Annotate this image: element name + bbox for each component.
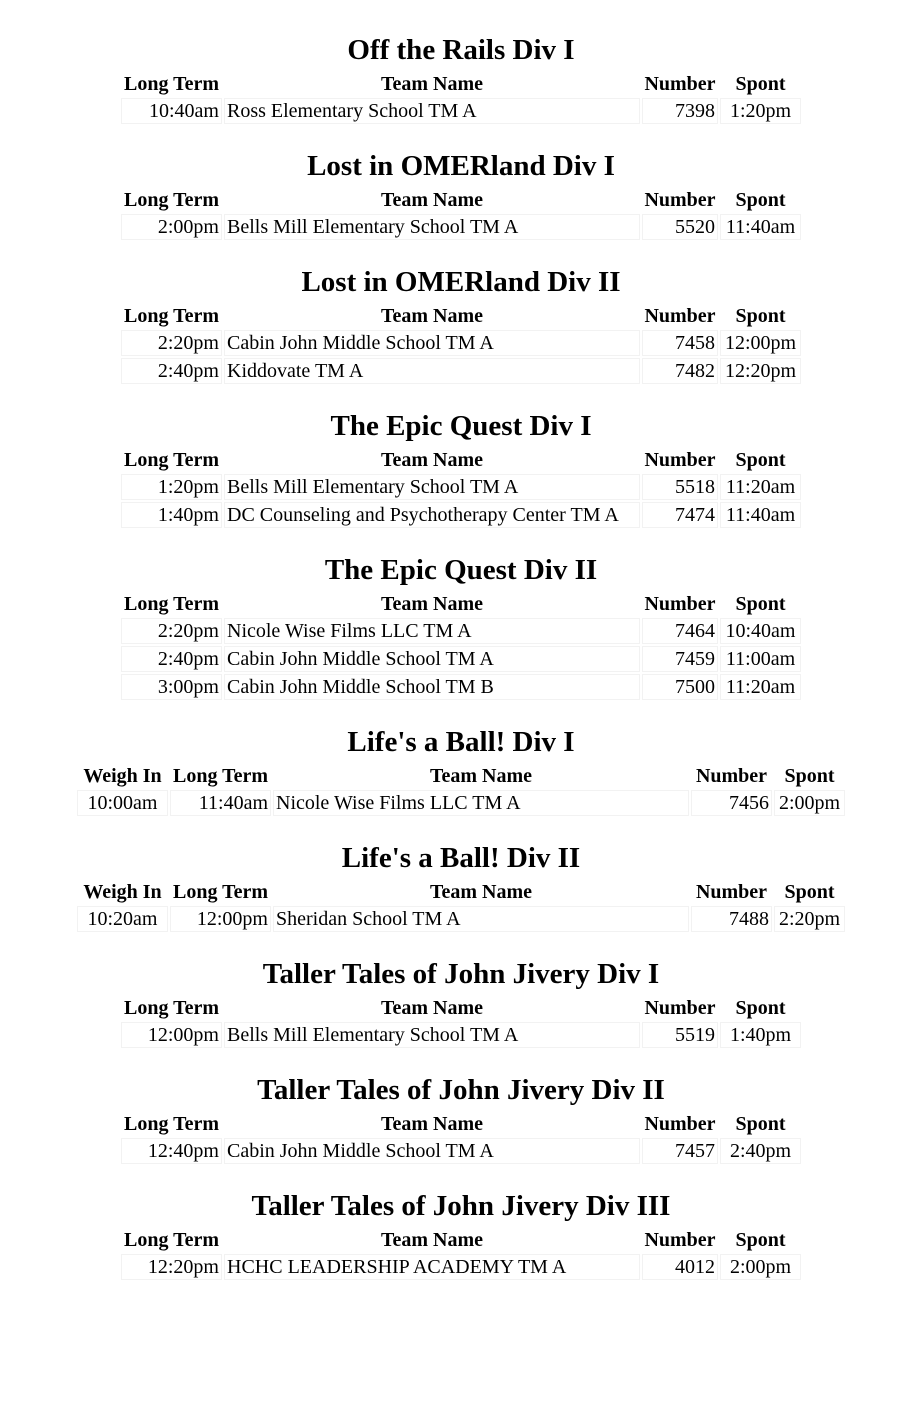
column-header-number: Number bbox=[644, 189, 716, 211]
schedule-table bbox=[75, 762, 847, 818]
cell-team: Cabin John Middle School TM A bbox=[224, 646, 640, 672]
division-title: Life's a Ball! Div II bbox=[341, 842, 581, 874]
schedule-table bbox=[119, 1226, 803, 1282]
cell-number: 7456 bbox=[691, 790, 772, 816]
column-header-number: Number bbox=[644, 1229, 716, 1251]
column-header-long-term: Long Term bbox=[123, 1113, 220, 1135]
cell-spont: 12:20pm bbox=[720, 358, 801, 384]
column-header-spont: Spont bbox=[784, 881, 835, 903]
cell-spont: 2:40pm bbox=[720, 1138, 801, 1164]
column-header-spont: Spont bbox=[735, 997, 786, 1019]
column-header-spont: Spont bbox=[784, 765, 835, 787]
schedule-table bbox=[119, 590, 803, 702]
cell-spont: 11:00am bbox=[720, 646, 801, 672]
division-section bbox=[0, 954, 922, 1050]
division-section bbox=[0, 1186, 922, 1282]
column-header-number: Number bbox=[695, 765, 768, 787]
table-row bbox=[121, 214, 801, 240]
column-header-team-name: Team Name bbox=[429, 765, 533, 787]
header-row bbox=[121, 592, 801, 616]
schedule-table bbox=[119, 1110, 803, 1166]
cell-long-term: 12:00pm bbox=[121, 1022, 222, 1048]
column-header-team-name: Team Name bbox=[380, 1113, 484, 1135]
table-row bbox=[121, 1022, 801, 1048]
table-row bbox=[121, 1254, 801, 1280]
column-header-team-name: Team Name bbox=[380, 189, 484, 211]
table-row bbox=[121, 674, 801, 700]
cell-number: 7459 bbox=[642, 646, 718, 672]
cell-team: Bells Mill Elementary School TM A bbox=[224, 214, 640, 240]
column-header-number: Number bbox=[644, 997, 716, 1019]
cell-spont: 10:40am bbox=[720, 618, 801, 644]
table-row bbox=[121, 646, 801, 672]
table-row bbox=[121, 98, 801, 124]
cell-spont: 2:00pm bbox=[774, 790, 845, 816]
cell-team: Cabin John Middle School TM A bbox=[224, 1138, 640, 1164]
cell-long-term: 3:00pm bbox=[121, 674, 222, 700]
column-header-spont: Spont bbox=[735, 449, 786, 471]
cell-number: 7457 bbox=[642, 1138, 718, 1164]
column-header-spont: Spont bbox=[735, 593, 786, 615]
cell-number: 7458 bbox=[642, 330, 718, 356]
column-header-team-name: Team Name bbox=[380, 593, 484, 615]
table-row bbox=[121, 474, 801, 500]
division-title: Taller Tales of John Jivery Div II bbox=[257, 1074, 665, 1106]
cell-spont: 11:20am bbox=[720, 474, 801, 500]
column-header-team-name: Team Name bbox=[380, 997, 484, 1019]
division-title: Off the Rails Div I bbox=[347, 34, 575, 66]
cell-long-term: 12:20pm bbox=[121, 1254, 222, 1280]
cell-spont: 12:00pm bbox=[720, 330, 801, 356]
header-row bbox=[121, 1112, 801, 1136]
schedule-table bbox=[75, 878, 847, 934]
table-row bbox=[121, 1138, 801, 1164]
table-row bbox=[121, 330, 801, 356]
column-header-number: Number bbox=[644, 305, 716, 327]
cell-number: 4012 bbox=[642, 1254, 718, 1280]
column-header-long-term: Long Term bbox=[123, 305, 220, 327]
cell-spont: 2:00pm bbox=[720, 1254, 801, 1280]
cell-long-term: 2:20pm bbox=[121, 330, 222, 356]
cell-long-term: 1:20pm bbox=[121, 474, 222, 500]
column-header-team-name: Team Name bbox=[429, 881, 533, 903]
schedule-table bbox=[119, 994, 803, 1050]
cell-team: DC Counseling and Psychotherapy Center TM A bbox=[224, 502, 640, 528]
division-title: Taller Tales of John Jivery Div I bbox=[262, 958, 660, 990]
cell-long-term: 2:00pm bbox=[121, 214, 222, 240]
column-header-weigh-in: Weigh In bbox=[83, 881, 162, 903]
cell-number: 7398 bbox=[642, 98, 718, 124]
column-header-weigh-in: Weigh In bbox=[83, 765, 162, 787]
cell-team: Cabin John Middle School TM B bbox=[224, 674, 640, 700]
division-title: The Epic Quest Div I bbox=[330, 410, 592, 442]
cell-team: HCHC LEADERSHIP ACADEMY TM A bbox=[224, 1254, 640, 1280]
cell-team: Kiddovate TM A bbox=[224, 358, 640, 384]
cell-spont: 1:20pm bbox=[720, 98, 801, 124]
cell-long-term: 1:40pm bbox=[121, 502, 222, 528]
cell-team: Nicole Wise Films LLC TM A bbox=[224, 618, 640, 644]
division-section bbox=[0, 838, 922, 934]
cell-number: 5518 bbox=[642, 474, 718, 500]
cell-number: 5519 bbox=[642, 1022, 718, 1048]
cell-number: 7464 bbox=[642, 618, 718, 644]
header-row bbox=[121, 448, 801, 472]
division-title: Taller Tales of John Jivery Div III bbox=[251, 1190, 671, 1222]
cell-long-term: 2:20pm bbox=[121, 618, 222, 644]
column-header-long-term: Long Term bbox=[123, 1229, 220, 1251]
header-row bbox=[121, 996, 801, 1020]
cell-number: 7500 bbox=[642, 674, 718, 700]
cell-long-term: 12:00pm bbox=[170, 906, 271, 932]
cell-spont: 11:20am bbox=[720, 674, 801, 700]
cell-number: 7474 bbox=[642, 502, 718, 528]
cell-team: Bells Mill Elementary School TM A bbox=[224, 1022, 640, 1048]
column-header-spont: Spont bbox=[735, 189, 786, 211]
division-section bbox=[0, 146, 922, 242]
column-header-long-term: Long Term bbox=[123, 997, 220, 1019]
column-header-long-term: Long Term bbox=[123, 449, 220, 471]
column-header-team-name: Team Name bbox=[380, 449, 484, 471]
division-title: Lost in OMERland Div I bbox=[307, 150, 615, 182]
cell-team: Ross Elementary School TM A bbox=[224, 98, 640, 124]
column-header-team-name: Team Name bbox=[380, 305, 484, 327]
cell-team: Nicole Wise Films LLC TM A bbox=[273, 790, 689, 816]
header-row bbox=[77, 880, 845, 904]
cell-team: Bells Mill Elementary School TM A bbox=[224, 474, 640, 500]
division-section bbox=[0, 262, 922, 386]
table-row bbox=[121, 618, 801, 644]
division-section bbox=[0, 30, 922, 126]
column-header-team-name: Team Name bbox=[380, 1229, 484, 1251]
cell-number: 7482 bbox=[642, 358, 718, 384]
column-header-number: Number bbox=[644, 73, 716, 95]
division-section bbox=[0, 550, 922, 702]
cell-team: Sheridan School TM A bbox=[273, 906, 689, 932]
header-row bbox=[121, 304, 801, 328]
cell-spont: 11:40am bbox=[720, 214, 801, 240]
column-header-spont: Spont bbox=[735, 73, 786, 95]
division-title: Life's a Ball! Div I bbox=[347, 726, 575, 758]
column-header-number: Number bbox=[695, 881, 768, 903]
cell-number: 7488 bbox=[691, 906, 772, 932]
schedule-table bbox=[119, 446, 803, 530]
column-header-long-term: Long Term bbox=[123, 73, 220, 95]
table-row bbox=[77, 790, 845, 816]
header-row bbox=[121, 72, 801, 96]
header-row bbox=[121, 188, 801, 212]
cell-team: Cabin John Middle School TM A bbox=[224, 330, 640, 356]
cell-spont: 1:40pm bbox=[720, 1022, 801, 1048]
column-header-long-term: Long Term bbox=[172, 881, 269, 903]
cell-spont: 11:40am bbox=[720, 502, 801, 528]
cell-long-term: 2:40pm bbox=[121, 646, 222, 672]
cell-long-term: 12:40pm bbox=[121, 1138, 222, 1164]
column-header-spont: Spont bbox=[735, 1229, 786, 1251]
table-row bbox=[121, 358, 801, 384]
table-row bbox=[77, 906, 845, 932]
column-header-team-name: Team Name bbox=[380, 73, 484, 95]
schedule-table bbox=[119, 186, 803, 242]
column-header-long-term: Long Term bbox=[172, 765, 269, 787]
column-header-number: Number bbox=[644, 593, 716, 615]
cell-long-term: 10:40am bbox=[121, 98, 222, 124]
cell-weigh-in: 10:20am bbox=[77, 906, 168, 932]
column-header-number: Number bbox=[644, 1113, 716, 1135]
schedule-table bbox=[119, 302, 803, 386]
column-header-long-term: Long Term bbox=[123, 593, 220, 615]
cell-weigh-in: 10:00am bbox=[77, 790, 168, 816]
header-row bbox=[77, 764, 845, 788]
division-title: Lost in OMERland Div II bbox=[301, 266, 621, 298]
column-header-spont: Spont bbox=[735, 1113, 786, 1135]
cell-long-term: 11:40am bbox=[170, 790, 271, 816]
header-row bbox=[121, 1228, 801, 1252]
division-title: The Epic Quest Div II bbox=[324, 554, 598, 586]
cell-long-term: 2:40pm bbox=[121, 358, 222, 384]
division-section bbox=[0, 722, 922, 818]
division-section bbox=[0, 406, 922, 530]
table-row bbox=[121, 502, 801, 528]
schedule-table bbox=[119, 70, 803, 126]
column-header-spont: Spont bbox=[735, 305, 786, 327]
cell-number: 5520 bbox=[642, 214, 718, 240]
column-header-long-term: Long Term bbox=[123, 189, 220, 211]
division-section bbox=[0, 1070, 922, 1166]
cell-spont: 2:20pm bbox=[774, 906, 845, 932]
column-header-number: Number bbox=[644, 449, 716, 471]
